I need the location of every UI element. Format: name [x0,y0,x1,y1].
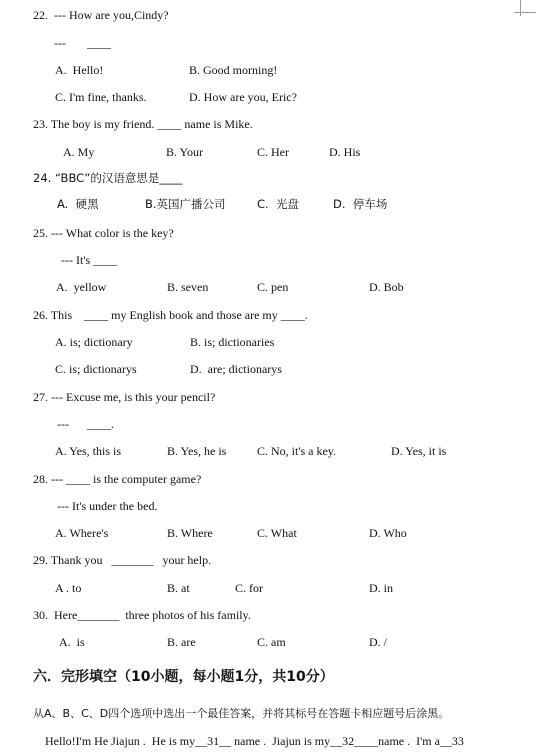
question-23-option-a: A. My [63,145,95,159]
question-23-option-c: C. Her [257,145,289,159]
question-27-option-c: C. No, it's a key. [257,444,337,458]
question-22-reply: --- ____ [54,36,111,50]
section-title: 六．完形填空（10小题，每小题1分，共10分） [33,669,334,685]
question-26-option-c: C. is; dictionarys [55,362,137,376]
question-28-option-d: D. Who [369,526,407,540]
question-24-option-b: B.英国广播公司 [145,197,226,211]
question-24-option-d: D. 停车场 [333,197,388,211]
question-29-option-b: B. at [167,581,190,595]
question-22-option-b: B. Good morning! [189,63,278,77]
question-29-option-a: A . to [55,581,82,595]
question-25-option-c: C. pen [257,280,289,294]
question-26-option-b: B. is; dictionaries [190,335,275,349]
question-24-option-c: C. 光盘 [257,197,299,211]
question-28-stem: 28. --- ____ is the computer game? [33,472,202,486]
question-22-stem: 22. --- How are you,Cindy? [33,8,169,22]
question-25-reply: --- It's ____ [61,253,118,267]
question-26-option-a: A. is; dictionary [55,335,133,349]
question-22-option-a: A. Hello! [55,63,104,77]
question-28-option-a: A. Where's [55,526,109,540]
section-instruction: 从A、B、C、D四个选项中选出一个最佳答案，并将其标号在答题卡相应题号后涂黑。 [33,707,450,720]
question-23-option-d: D. His [329,145,361,159]
question-27-option-a: A. Yes, this is [55,444,122,458]
question-30-stem: 30. Here_______ three photos of his family. [33,608,251,622]
question-28-option-c: C. What [257,526,297,540]
question-27-option-d: D. Yes, it is [391,444,447,458]
question-25-option-a: A. yellow [56,280,107,294]
question-27-stem: 27. --- Excuse me, is this your pencil? [33,390,216,404]
question-24-option-a: A. 硬黑 [57,197,99,211]
question-25-option-d: D. Bob [369,280,404,294]
question-26-stem: 26. This ____ my English book and those are my ____. [33,308,308,322]
question-30-option-a: A. is [59,635,85,649]
question-28-option-b: B. Where [167,526,213,540]
passage-line: Hello!I'm He Jiajun . He is my__31__ name . Jiajun is my__32____name . I'm a__33 [45,734,464,748]
question-28-reply: --- It's under the bed. [57,499,158,513]
question-22-option-c: C. I'm fine, thanks. [55,90,147,104]
question-23-stem: 23. The boy is my friend. ____ name is Mike. [33,117,253,131]
question-30-option-c: C. am [257,635,286,649]
question-27-reply: --- ____. [57,417,114,431]
question-29-option-c: C. for [235,581,263,595]
question-30-option-b: B. are [167,635,196,649]
question-29-stem: 29. Thank you _______ your help. [33,553,212,567]
question-22-option-d: D. How are you, Eric? [189,90,297,104]
question-30-option-d: D. / [369,635,387,649]
question-25-stem: 25. --- What color is the key? [33,226,174,240]
question-24-stem: 24. “BBC”的汉语意思是____ [33,171,183,185]
crop-mark [514,12,536,14]
question-27-option-b: B. Yes, he is [167,444,227,458]
question-26-option-d: D. are; dictionarys [190,362,282,376]
question-29-option-d: D. in [369,581,393,595]
question-23-option-b: B. Your [166,145,204,159]
question-25-option-b: B. seven [167,280,209,294]
